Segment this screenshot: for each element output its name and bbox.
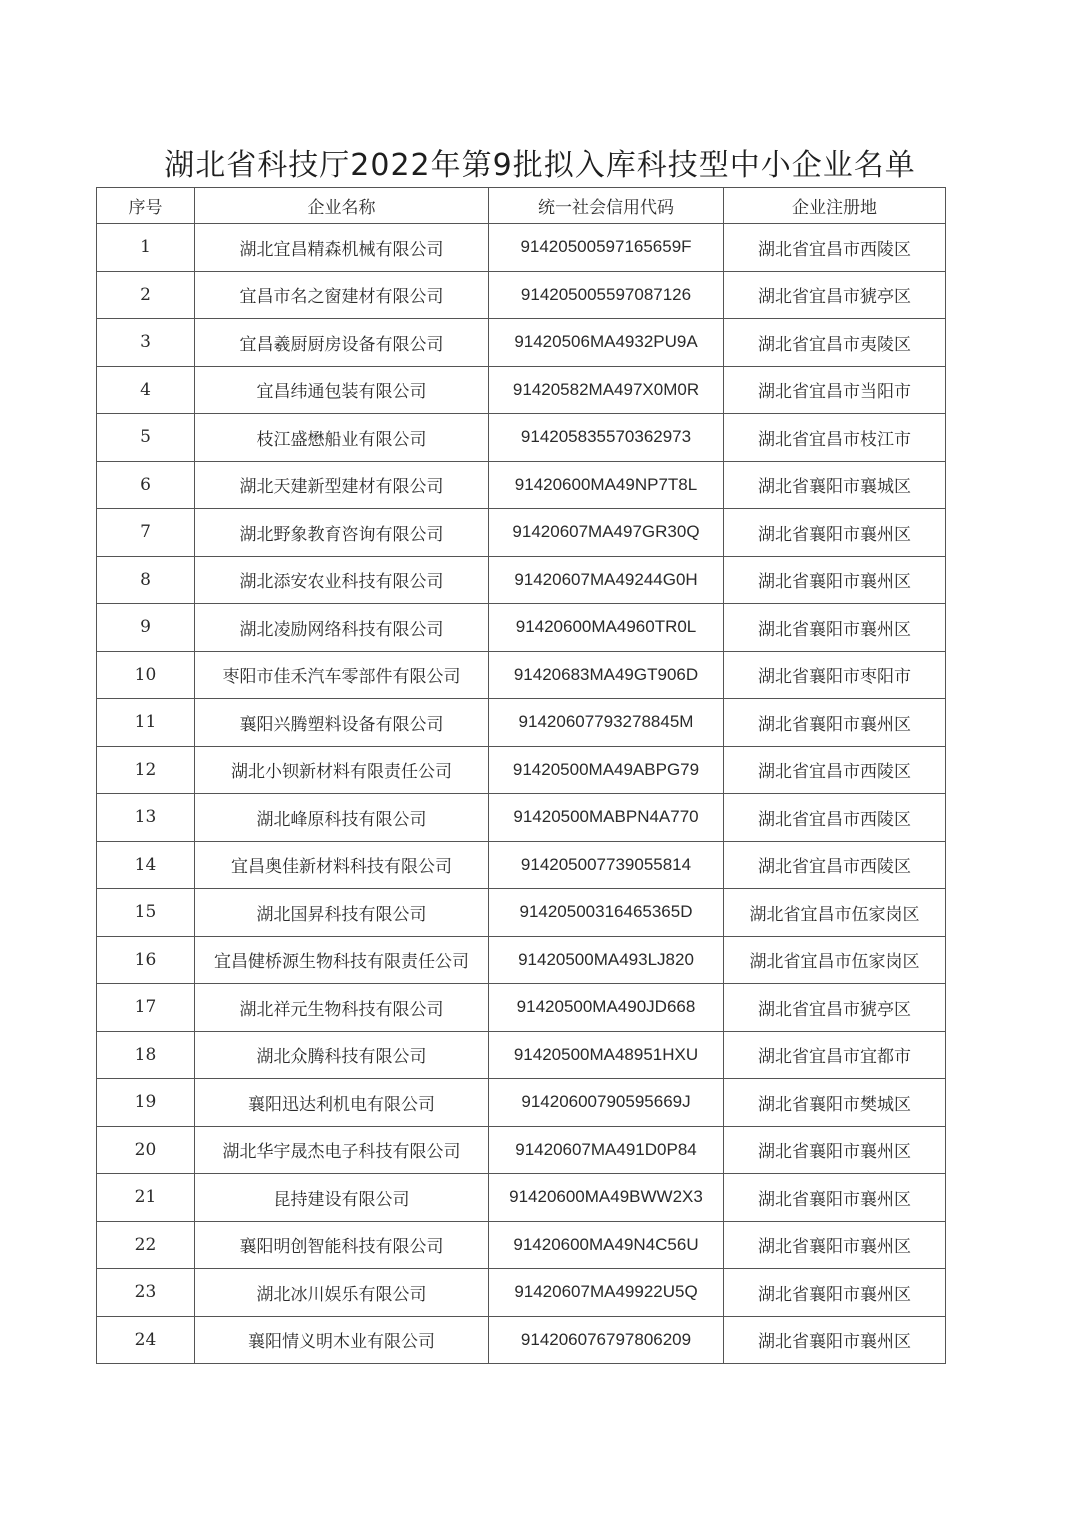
page-title: 湖北省科技厅2022年第9批拟入库科技型中小企业名单 <box>164 148 916 183</box>
table-row <box>97 556 946 604</box>
cell-registered-location: 湖北省宜昌市西陵区 <box>724 794 946 842</box>
cell-serial-number: 21 <box>97 1174 195 1222</box>
cell-serial-number: 3 <box>97 319 195 367</box>
cell-credit-code: 91420600MA49N4C56U <box>489 1221 724 1269</box>
cell-company-name: 湖北峰原科技有限公司 <box>195 794 489 842</box>
cell-registered-location: 湖北省襄阳市枣阳市 <box>724 651 946 699</box>
cell-serial-number: 20 <box>97 1126 195 1174</box>
header-serial-number: 序号 <box>97 188 195 224</box>
cell-registered-location: 湖北省宜昌市当阳市 <box>724 366 946 414</box>
cell-company-name: 襄阳明创智能科技有限公司 <box>195 1221 489 1269</box>
cell-serial-number: 15 <box>97 889 195 937</box>
table-row <box>97 1174 946 1222</box>
cell-credit-code: 91420506MA4932PU9A <box>489 319 724 367</box>
cell-credit-code: 91420600MA4960TR0L <box>489 604 724 652</box>
cell-registered-location: 湖北省襄阳市襄州区 <box>724 1126 946 1174</box>
cell-company-name: 湖北凌励网络科技有限公司 <box>195 604 489 652</box>
cell-company-name: 湖北祥元生物科技有限公司 <box>195 984 489 1032</box>
cell-company-name: 宜昌健桥源生物科技有限责任公司 <box>195 936 489 984</box>
cell-company-name: 襄阳迅达利机电有限公司 <box>195 1079 489 1127</box>
table-row <box>97 936 946 984</box>
table-row <box>97 224 946 272</box>
cell-registered-location: 湖北省襄阳市襄州区 <box>724 1221 946 1269</box>
cell-credit-code: 914205005597087126 <box>489 271 724 319</box>
table-row <box>97 699 946 747</box>
cell-company-name: 湖北小钡新材料有限责任公司 <box>195 746 489 794</box>
cell-company-name: 湖北国昇科技有限公司 <box>195 889 489 937</box>
cell-credit-code: 91420683MA49GT906D <box>489 651 724 699</box>
cell-registered-location: 湖北省宜昌市伍家岗区 <box>724 936 946 984</box>
cell-credit-code: 91420600MA49BWW2X3 <box>489 1174 724 1222</box>
cell-registered-location: 湖北省宜昌市猇亭区 <box>724 271 946 319</box>
cell-credit-code: 914206076797806209 <box>489 1316 724 1364</box>
cell-credit-code: 91420600790595669J <box>489 1079 724 1127</box>
cell-registered-location: 湖北省宜昌市西陵区 <box>724 224 946 272</box>
cell-company-name: 襄阳兴腾塑料设备有限公司 <box>195 699 489 747</box>
table-row <box>97 1031 946 1079</box>
cell-serial-number: 17 <box>97 984 195 1032</box>
cell-company-name: 湖北冰川娱乐有限公司 <box>195 1269 489 1317</box>
table-row <box>97 1269 946 1317</box>
table-row <box>97 1126 946 1174</box>
cell-serial-number: 7 <box>97 509 195 557</box>
cell-credit-code: 91420500MA493LJ820 <box>489 936 724 984</box>
cell-serial-number: 9 <box>97 604 195 652</box>
cell-company-name: 襄阳情义明木业有限公司 <box>195 1316 489 1364</box>
cell-registered-location: 湖北省宜昌市猇亭区 <box>724 984 946 1032</box>
cell-serial-number: 22 <box>97 1221 195 1269</box>
table-row <box>97 461 946 509</box>
cell-company-name: 湖北宜昌精森机械有限公司 <box>195 224 489 272</box>
cell-credit-code: 91420600MA49NP7T8L <box>489 461 724 509</box>
table-row <box>97 841 946 889</box>
cell-credit-code: 91420500MA49ABPG79 <box>489 746 724 794</box>
cell-registered-location: 湖北省襄阳市襄州区 <box>724 556 946 604</box>
cell-company-name: 枝江盛懋船业有限公司 <box>195 414 489 462</box>
cell-company-name: 湖北众腾科技有限公司 <box>195 1031 489 1079</box>
table-row <box>97 319 946 367</box>
cell-serial-number: 12 <box>97 746 195 794</box>
cell-registered-location: 湖北省襄阳市襄州区 <box>724 1269 946 1317</box>
cell-credit-code: 91420500MABPN4A770 <box>489 794 724 842</box>
cell-registered-location: 湖北省宜昌市夷陵区 <box>724 319 946 367</box>
cell-registered-location: 湖北省襄阳市樊城区 <box>724 1079 946 1127</box>
cell-company-name: 湖北天建新型建材有限公司 <box>195 461 489 509</box>
cell-company-name: 宜昌奥佳新材料科技有限公司 <box>195 841 489 889</box>
cell-serial-number: 2 <box>97 271 195 319</box>
cell-serial-number: 5 <box>97 414 195 462</box>
cell-credit-code: 91420607MA49922U5Q <box>489 1269 724 1317</box>
cell-company-name: 枣阳市佳禾汽车零部件有限公司 <box>195 651 489 699</box>
cell-serial-number: 4 <box>97 366 195 414</box>
cell-company-name: 湖北华宇晟杰电子科技有限公司 <box>195 1126 489 1174</box>
cell-serial-number: 24 <box>97 1316 195 1364</box>
cell-serial-number: 16 <box>97 936 195 984</box>
cell-serial-number: 8 <box>97 556 195 604</box>
table-body <box>97 224 946 1364</box>
cell-serial-number: 11 <box>97 699 195 747</box>
table-row <box>97 1316 946 1364</box>
cell-registered-location: 湖北省襄阳市襄州区 <box>724 604 946 652</box>
table-row <box>97 1221 946 1269</box>
table-row <box>97 889 946 937</box>
table-row <box>97 271 946 319</box>
cell-serial-number: 6 <box>97 461 195 509</box>
table-row <box>97 1079 946 1127</box>
cell-registered-location: 湖北省襄阳市襄州区 <box>724 699 946 747</box>
table-row <box>97 604 946 652</box>
table-row <box>97 509 946 557</box>
cell-registered-location: 湖北省宜昌市伍家岗区 <box>724 889 946 937</box>
cell-registered-location: 湖北省襄阳市襄州区 <box>724 1174 946 1222</box>
cell-credit-code: 91420500316465365D <box>489 889 724 937</box>
cell-credit-code: 91420607MA491D0P84 <box>489 1126 724 1174</box>
table-row <box>97 746 946 794</box>
cell-credit-code: 91420607MA49244G0H <box>489 556 724 604</box>
cell-credit-code: 91420500597165659F <box>489 224 724 272</box>
cell-serial-number: 14 <box>97 841 195 889</box>
cell-company-name: 宜昌羲厨厨房设备有限公司 <box>195 319 489 367</box>
cell-registered-location: 湖北省宜昌市西陵区 <box>724 746 946 794</box>
table-row <box>97 984 946 1032</box>
table-row <box>97 651 946 699</box>
cell-serial-number: 18 <box>97 1031 195 1079</box>
cell-company-name: 昆持建设有限公司 <box>195 1174 489 1222</box>
header-registered-location: 企业注册地 <box>724 188 946 224</box>
cell-serial-number: 23 <box>97 1269 195 1317</box>
cell-credit-code: 91420500MA490JD668 <box>489 984 724 1032</box>
cell-serial-number: 10 <box>97 651 195 699</box>
cell-company-name: 宜昌市名之窗建材有限公司 <box>195 271 489 319</box>
table-header-row <box>97 188 946 224</box>
cell-registered-location: 湖北省宜昌市枝江市 <box>724 414 946 462</box>
header-company-name: 企业名称 <box>195 188 489 224</box>
cell-serial-number: 1 <box>97 224 195 272</box>
table-row <box>97 794 946 842</box>
cell-registered-location: 湖北省宜昌市宜都市 <box>724 1031 946 1079</box>
company-table <box>96 187 946 1364</box>
cell-credit-code: 91420607793278845M <box>489 699 724 747</box>
cell-registered-location: 湖北省襄阳市襄城区 <box>724 461 946 509</box>
cell-company-name: 宜昌纬通包装有限公司 <box>195 366 489 414</box>
cell-credit-code: 91420500MA48951HXU <box>489 1031 724 1079</box>
cell-registered-location: 湖北省襄阳市襄州区 <box>724 509 946 557</box>
table-row <box>97 366 946 414</box>
cell-company-name: 湖北野象教育咨询有限公司 <box>195 509 489 557</box>
cell-registered-location: 湖北省襄阳市襄州区 <box>724 1316 946 1364</box>
header-credit-code: 统一社会信用代码 <box>489 188 724 224</box>
table-row <box>97 414 946 462</box>
cell-credit-code: 91420582MA497X0M0R <box>489 366 724 414</box>
cell-serial-number: 13 <box>97 794 195 842</box>
cell-registered-location: 湖北省宜昌市西陵区 <box>724 841 946 889</box>
cell-credit-code: 914205835570362973 <box>489 414 724 462</box>
cell-credit-code: 91420607MA497GR30Q <box>489 509 724 557</box>
cell-credit-code: 914205007739055814 <box>489 841 724 889</box>
cell-serial-number: 19 <box>97 1079 195 1127</box>
cell-company-name: 湖北添安农业科技有限公司 <box>195 556 489 604</box>
